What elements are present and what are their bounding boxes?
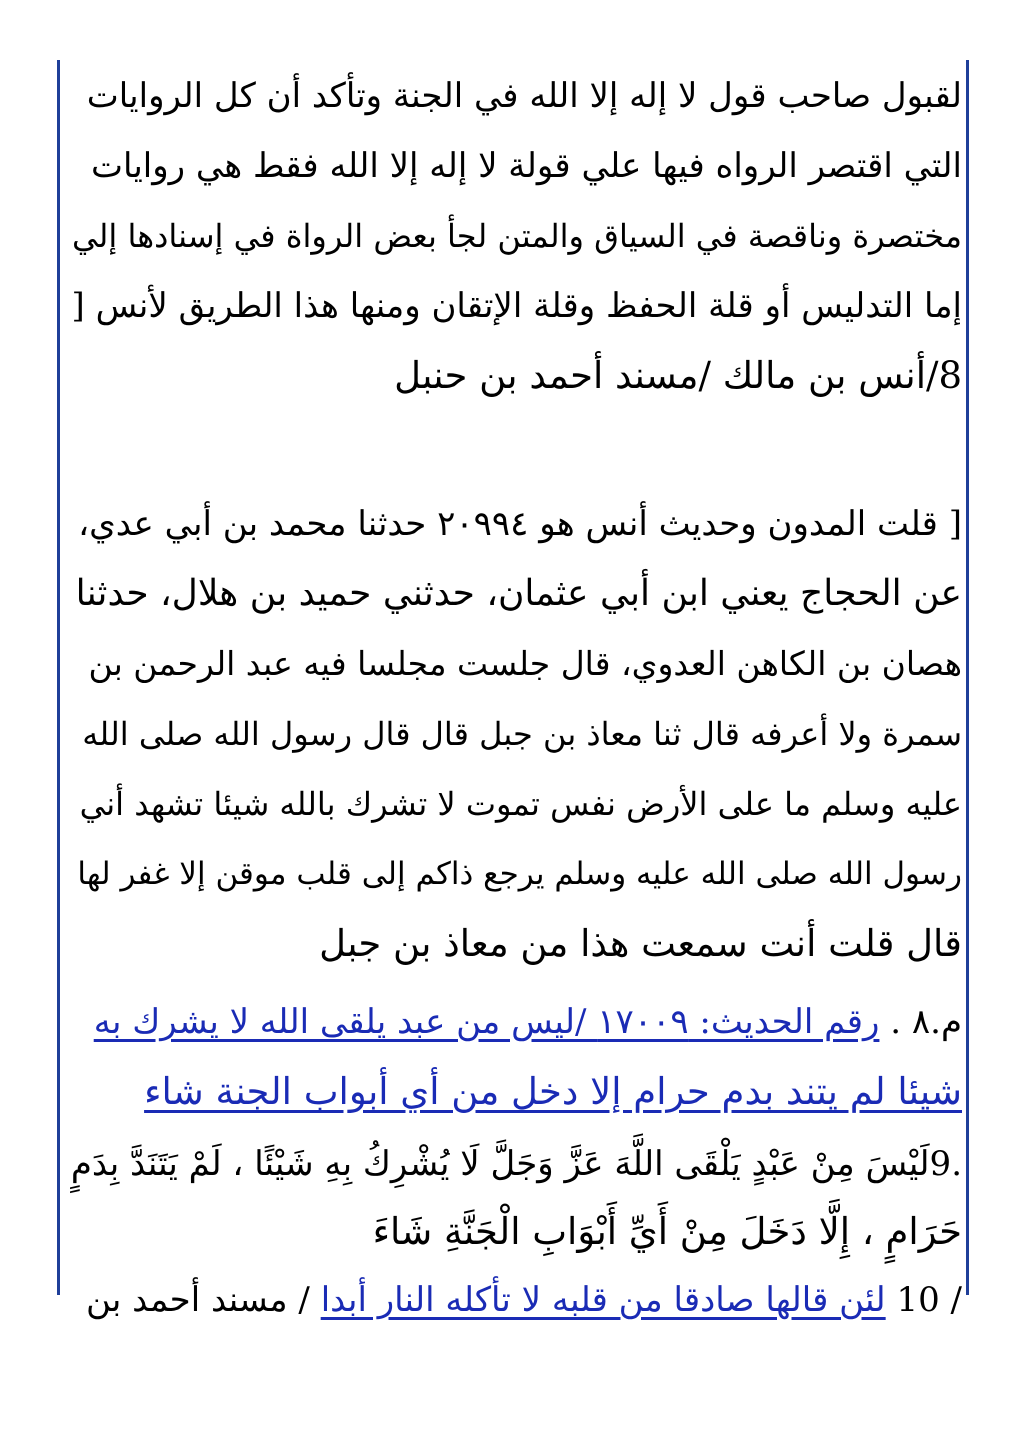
item-10-prefix: / 10: [896, 1280, 962, 1320]
left-margin-rule: [57, 60, 60, 1295]
paragraph-line: 8/أنس بن مالك /مسند أحمد بن حنبل: [394, 354, 962, 397]
paragraph-line: إما التدليس أو قلة الحفظ وقلة الإتقان ومنها هذا الطريق لأنس [: [71, 286, 962, 326]
hadith-9-line-1: .9لَيْسَ مِنْ عَبْدٍ يَلْقَى اللَّهَ عَزَّ وَجَلَّ لَا يُشْرِكُ بِهِ شَيْئًا ، لَمْ يَتَنَدَّ بِدَمٍ: [70, 1144, 962, 1184]
item-10-line: [86, 1270, 962, 1330]
hadith-8-link[interactable]: رقم الحديث: ١٧٠٠٩ /ليس من عبد يلقى الله لا يشرك به: [93, 1002, 880, 1042]
paragraph-line: لقبول صاحب قول لا إله إلا الله في الجنة وتأكد أن كل الروايات: [86, 76, 962, 116]
paragraph-line: سمرة ولا أعرفه قال ثنا معاذ بن جبل قال قال رسول الله صلى الله: [82, 715, 962, 753]
right-margin-rule: [966, 60, 969, 1295]
hadith-8-line-1: [94, 992, 962, 1052]
paragraph-line: [ قلت المدون وحديث أنس هو ٢٠٩٩٤ حدثنا محمد بن أبي عدي،: [78, 504, 962, 544]
item-10-source: / مسند أحمد بن: [86, 1280, 310, 1320]
hadith-8-prefix: م.٨ .: [890, 1002, 962, 1042]
paragraph-line: التي اقتصر الرواه فيها علي قولة لا إله إلا الله فقط هي روايات: [90, 146, 962, 186]
paragraph-line: عليه وسلم ما على الأرض نفس تموت لا تشرك بالله شيئا تشهد أني: [79, 785, 962, 823]
paragraph-line: هصان بن الكاهن العدوي، قال جلست مجلسا فيه عبد الرحمن بن: [88, 644, 962, 683]
paragraph-line: قال قلت أنت سمعت هذا من معاذ بن جبل: [319, 922, 962, 965]
item-10-link[interactable]: لئن قالها صادقا من قلبه لا تأكله النار أبدا: [320, 1280, 886, 1320]
paragraph-line: رسول الله صلى الله عليه وسلم يرجع ذاكم إلى قلب موقن إلا غفر لها: [77, 856, 962, 892]
paragraph-line: عن الحجاج يعني ابن أبي عثمان، حدثني حميد بن هلال، حدثنا: [75, 573, 962, 614]
hadith-8-link-continued[interactable]: شيئا لم يتند بدم حرام إلا دخل من أي أبواب الجنة شاء: [144, 1070, 962, 1113]
paragraph-line: مختصرة وناقصة في السياق والمتن لجأ بعض الرواة في إسنادها إلي: [71, 217, 962, 255]
hadith-9-line-2: حَرَامٍ ، إِلَّا دَخَلَ مِنْ أَيِّ أَبْوَابِ الْجَنَّةِ شَاءَ: [372, 1210, 962, 1253]
hadith-8-line-2: [144, 1062, 962, 1122]
